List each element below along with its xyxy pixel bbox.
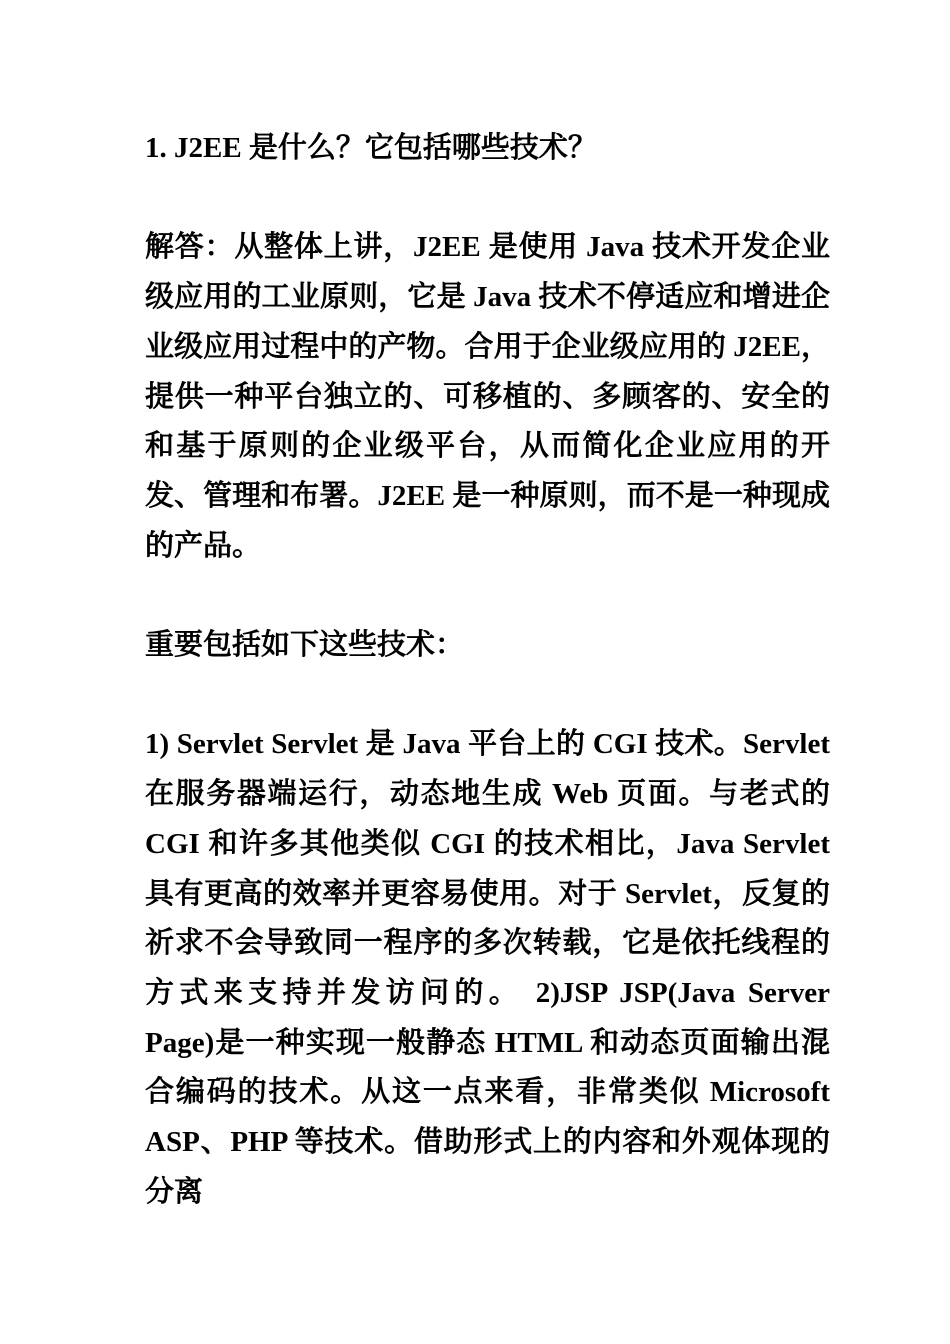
technologies-intro: 重要包括如下这些技术： — [145, 629, 465, 661]
servlet-jsp-paragraph: 1) Servlet Servlet 是 Java 平台上的 CGI 技术。Servlet 在服务器端运行，动态地生成 Web 页面。与老式的 CGI 和许多其他类似 CGI 的技术相比，Java Servlet 具有更高的效率并更容易使用。对于 Servlet，反复的祈求不会导致同一程序的多次转载，它是依托线程的方式来支持并发访问的。 2)JSP JSP(Java Server Page)是一种实现一般静态 HTML 和动态页面输出混合编码的技术。从这一点来看，非常类似 Microsoft ASP、PHP 等技术。借助形式上的内容和外观体现的分离 — [145, 728, 830, 1208]
question-title: 1. J2EE 是什么？它包括哪些技术？ — [145, 132, 597, 164]
document-body — [145, 124, 830, 1217]
answer-paragraph: 解答：从整体上讲，J2EE 是使用 Java 技术开发企业级应用的工业原则，它是 Java 技术不停适应和增进企业级应用过程中的产物。合用于企业级应用的 J2EE，提供一种平台独立的、可移植的、多顾客的、安全的和基于原则的企业级平台，从而简化企业应用的开发、管理和布署。J2EE 是一种原则，而不是一种现成的产品。 — [145, 231, 830, 562]
